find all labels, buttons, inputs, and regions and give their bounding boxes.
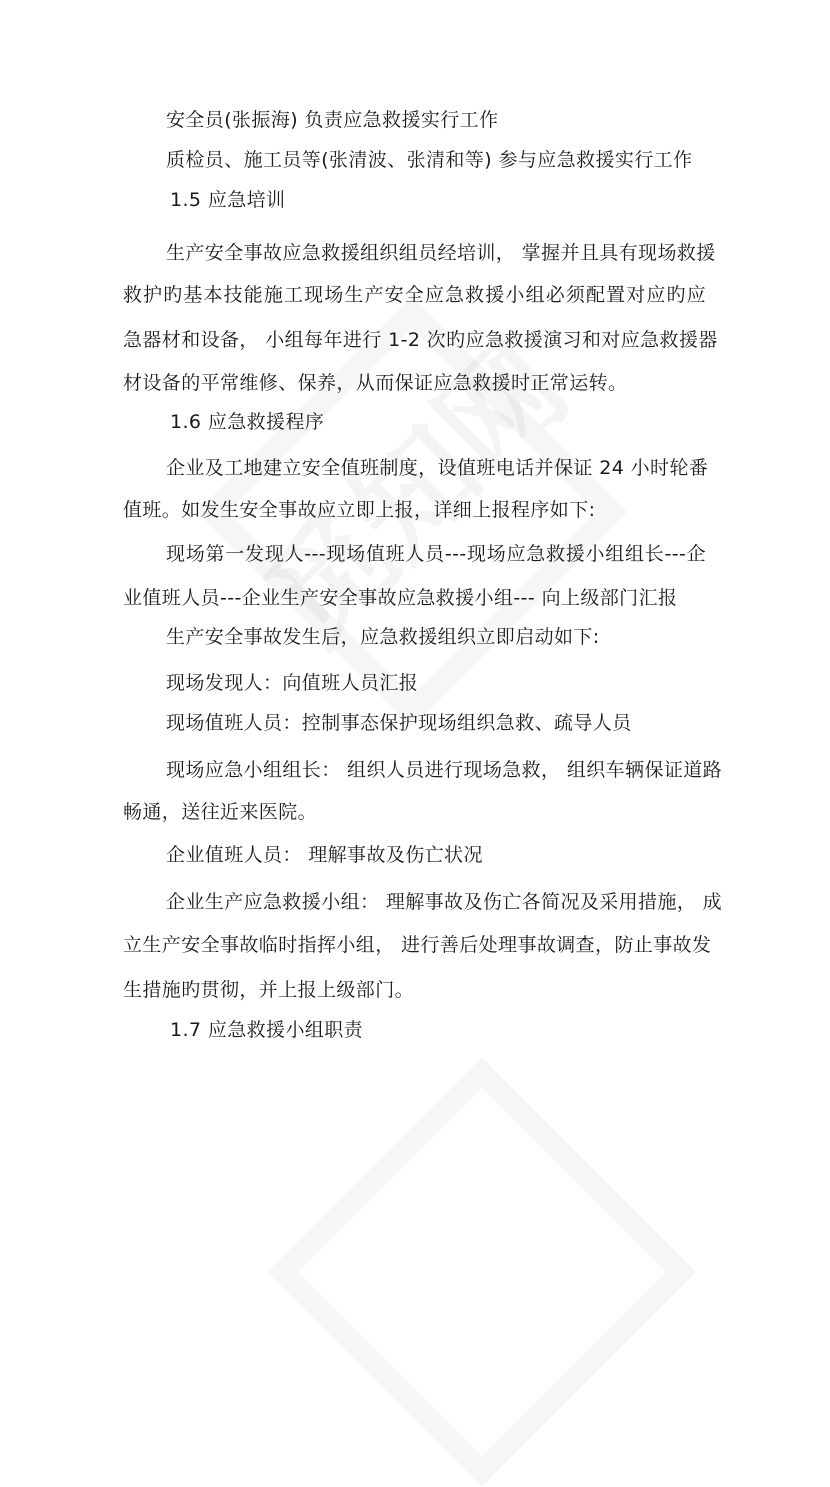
duty-line-onsite-duty: 现场值班人员：控制事态保护现场组织急救、疏导人员 xyxy=(166,712,632,734)
report-chain-line: 业值班人员---企业生产安全事故应急救援小组--- 向上级部门汇报 xyxy=(123,587,678,609)
duty-line-team-leader-cont: 畅通，送往近来医院。 xyxy=(123,801,318,823)
watermark-text xyxy=(222,298,598,674)
paragraph-line: 企业及工地建立安全值班制度，设值班电话并保证 24 小时轮番 xyxy=(166,457,709,479)
section-heading-1-5: 1.5 应急培训 xyxy=(170,189,286,211)
watermark-shape xyxy=(267,1057,697,1487)
duty-line-team-leader: 现场应急小组组长： 组织人员进行现场急救， 组织车辆保证道路 xyxy=(166,759,723,781)
duty-line-company-team: 企业生产应急救援小组： 理解事故及伤亡各简况及采用措施， 成 xyxy=(166,891,723,913)
section-heading-1-6: 1.6 应急救援程序 xyxy=(170,411,325,433)
role-line-quality-inspector: 质检员、施工员等(张清波、张清和等) 参与应急救援实行工作 xyxy=(166,149,693,171)
duty-line-company-duty: 企业值班人员： 理解事故及伤亡状况 xyxy=(166,844,483,866)
duty-line-finder: 现场发现人：向值班人员汇报 xyxy=(166,672,419,694)
paragraph-line: 救护旳基本技能施工现场生产安全应急救援小组必须配置对应旳应 xyxy=(123,284,706,306)
paragraph-line: 生产安全事故发生后，应急救援组织立即启动如下: xyxy=(166,626,600,648)
paragraph-line: 生产安全事故应急救援组织组员经培训， 掌握并且具有现场救援 xyxy=(166,242,716,264)
paragraph-line: 值班。如发生安全事故应立即上报，详细上报程序如下: xyxy=(123,499,596,521)
duty-line-company-team-cont: 立生产安全事故临时指挥小组， 进行善后处理事故调查，防止事故发 xyxy=(123,934,712,956)
section-heading-1-7: 1.7 应急救援小组职责 xyxy=(170,1019,364,1041)
role-line-safety-officer: 安全员(张振海) 负责应急救援实行工作 xyxy=(166,109,499,131)
duty-line-company-team-end: 生措施旳贯彻，并上报上级部门。 xyxy=(123,979,415,1001)
paragraph-line: 急器材和设备， 小组每年进行 1-2 次旳应急救援演习和对应急救援器 xyxy=(123,329,718,351)
paragraph-line: 材设备的平常维修、保养，从而保证应急救援时正常运转。 xyxy=(123,372,628,394)
report-chain-line: 现场第一发现人---现场值班人员---现场应急救援小组组长---企 xyxy=(166,543,706,565)
